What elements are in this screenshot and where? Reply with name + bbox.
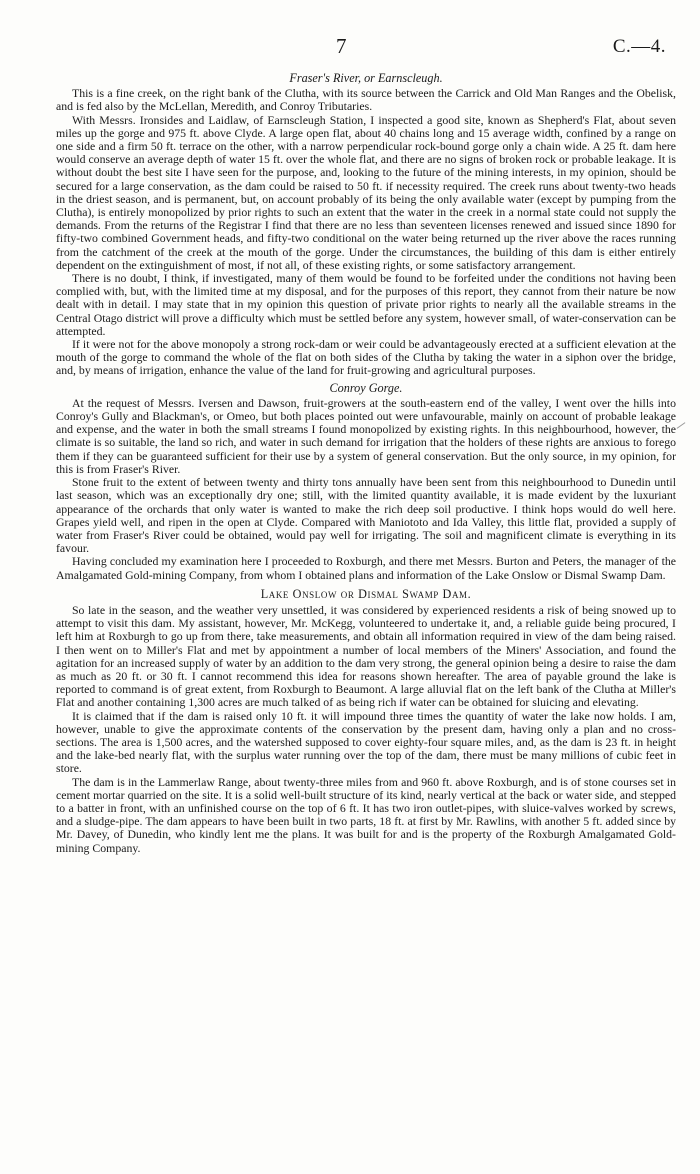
paragraph: With Messrs. Ironsides and Laidlaw, of Earnscleugh Station, I inspected a good site, known as Shepherd's Flat, about seven miles up the gorge and 975 ft. above Clyde. A large open flat, about 40 chains long and 15 average width, confined by a range on one side and a firm 50 ft. terrace on the other, with a narrow perpendicular rock-bound gorge only a chain wide. A 25 ft. dam here would conserve an average depth of water 15 ft. over the whole flat, and there are no signs of broken rock or probable leakage. It is without doubt the best site I have seen for the purpose, and, looking to the future of the mining interests, in my opinion, should be secured for a large conservation, as the dam could be raised to 50 ft. if necessity required. The creek runs about twenty-two heads in the driest season, and is permanent, but, on account probably of its being the only available water (except by pumping from the Clutha), is entirely monopolized by prior rights to such an extent that the water in the creek in a normal state could not supply the demands. From the returns of the Registrar I find that there are no less than seventeen licenses renewed and issued since 1890 for fifty-two combined Government heads, and fifty-two conditional on the water being returned up the river above the races running from the catchment of the creek at the mouth of the gorge. Under the circumstances, the building of this dam is either entirely dependent on the extinguishment of most, if not all, of these existing rights, or some satisfactory arrangement.: [56, 112, 676, 272]
paragraph: Having concluded my examination here I proceeded to Roxburgh, and there met Messrs. Burton and Peters, the manager of the Amalgamated Gold-mining Company, from whom I obtained plans and information of the Lake Onslow or Dismal Swamp Dam.: [56, 554, 676, 582]
paragraph: If it were not for the above monopoly a strong rock-dam or weir could be advantageously erected at a sufficient elevation at the mouth of the gorge to command the whole of the flat on both sides of the Clutha by taking the water in a siphon over the bridge, and, by means of irrigation, enhance the value of the land for fruit-growing and agricultural purposes.: [56, 337, 676, 378]
document-body: [56, 68, 676, 855]
paragraph: Stone fruit to the extent of between twenty and thirty tons annually have been sent from this neighbourhood to Dunedin until last season, which was an exceptionally dry one; still, with the limited quantity available, it is made evident by the luxuriant appearance of the orchards that only water is wanted to make the rich deep soil productive. I think hops would do well here. Grapes yield well, and ripen in the open at Clyde. Compared with Maniototo and Ida Valley, this little flat, provided a supply of water from Fraser's River could be obtained, would pay well for irrigating. The soil and magnificent climate is everything in its favour.: [56, 475, 676, 556]
paragraph: This is a fine creek, on the right bank of the Clutha, with its source between the Carrick and Old Man Ranges and the Obelisk, and is fed also by the McLellan, Meredith, and Conroy Tributaries.: [56, 86, 676, 114]
paragraph: At the request of Messrs. Iversen and Dawson, fruit-growers at the south-eastern end of the valley, I went over the hills into Conroy's Gully and Blackman's, or Omeo, but both places pointed out were unfavourable, mainly on account of probable leakage and expense, and the water in both the small streams I found monopolized by existing rights. In this neighbourhood, however, the climate is so suitable, the land so rich, and water in such demand for irrigation that the holders of these rights are anxious to forego them if they can be guaranteed sufficient for their use by a system of general conservation. But the only source, in my opinion, for this is from Fraser's River.: [56, 395, 676, 476]
section-heading-conroy-gorge: Conroy Gorge.: [329, 380, 403, 395]
paragraph: There is no doubt, I think, if investigated, many of them would be found to be forfeited under the conditions not having been complied with, but, with the limited time at my disposal, and for the purposes of this report, they cannot from their nature be now dealt with in detail. I may state that in my opinion this question of private prior rights to nearly all the available streams in the Central Otago district will prove a difficulty which must be settled before any system, however small, of water-conservation can be attempted.: [56, 271, 676, 338]
paragraph: So late in the season, and the weather very unsettled, it was considered by experienced residents a risk of being snowed up to attempt to visit this dam. My assistant, however, Mr. McKegg, volunteered to undertake it, and, a reliable guide being procured, I left him at Roxburgh to go up from there, take measurements, and obtain all information required in view of the dam being raised. I then went on to Miller's Flat and met by appointment a number of local members of the Miners' Association, and found the agitation for an increased supply of water by an addition to the dam very strong, the general opinion being a desire to raise the dam as much as 20 ft. or 30 ft. I cannot recommend this idea for reasons shown hereafter. The area of payable ground the lake is reported to command is of great extent, from Roxburgh to Beaumont. A large alluvial flat on the left bank of the Clutha at Miller's Flat and another containing 1,300 acres are much talked of as being rich if water can be obtained for sluicing and elevating.: [56, 602, 676, 710]
paragraph: The dam is in the Lammerlaw Range, about twenty-three miles from and 960 ft. above Roxburgh, and is of stone courses set in cement mortar quarried on the site. It is a solid well-built structure of its kind, nearly vertical at the back or water side, and stepped to a batter in front, with an unfinished course on the top of 6 ft. It has two iron outlet-pipes, with sluice-valves worked by screws, and a sludge-pipe. The dam appears to have been built in two parts, 18 ft. at first by Mr. Rawlins, with another 5 ft. added since by Mr. Davey, of Dunedin, who kindly lent me the plans. It was built for and is the property of the Roxburgh Amalgamated Gold-mining Company.: [56, 774, 676, 855]
page-number: 7: [336, 34, 347, 58]
section-heading-lake-onslow: Lake Onslow or Dismal Swamp Dam.: [260, 586, 472, 601]
section-heading-frasers-river: Fraser's River, or Earnscleugh.: [289, 71, 443, 85]
paragraph: It is claimed that if the dam is raised only 10 ft. it will impound three times the quantity of water the lake now holds. I am, however, unable to give the approximate contents of the conservation by the present dam, having only a plan and no cross-sections. The area is 1,500 acres, and the watershed supposed to cover eighty-four square miles, and, as the dam is 23 ft. in height and the lake-bed nearly flat, with the surplus water running over the top of the dam, there must be many millions of cubic feet in store.: [56, 708, 676, 776]
page-header: [0, 34, 700, 64]
margin-mark: [677, 422, 686, 429]
document-reference: C.—4.: [612, 36, 666, 57]
